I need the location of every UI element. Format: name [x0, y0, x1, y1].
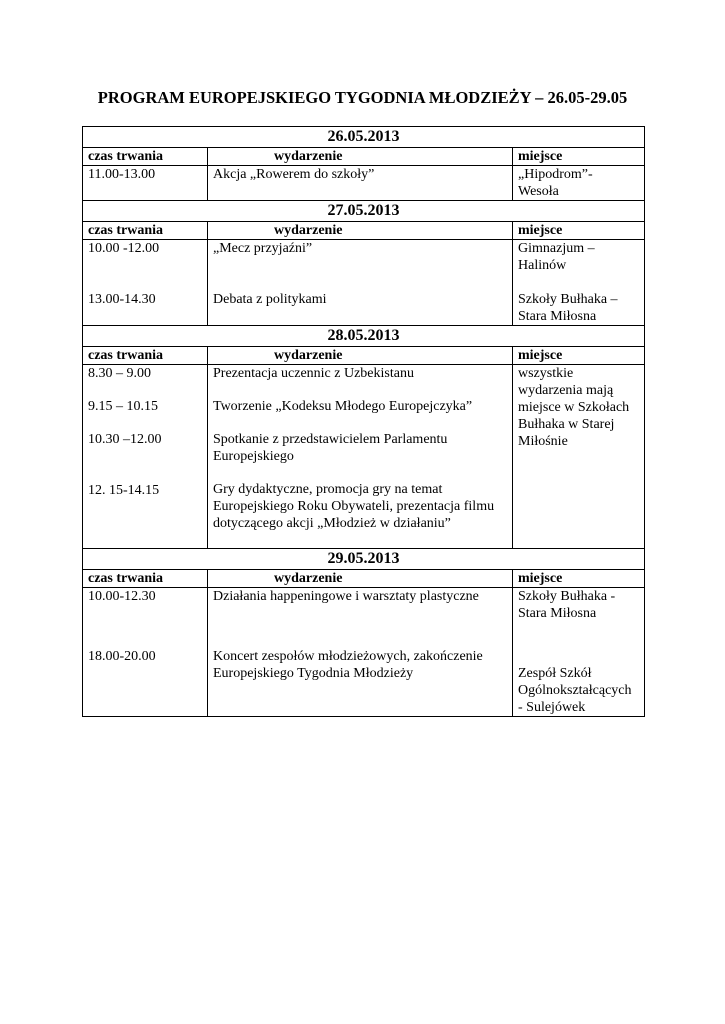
header-event: wydarzenie [208, 148, 513, 166]
place-line: Bułhaka w Starej [518, 417, 615, 432]
place-line: Stara Miłosna [518, 606, 597, 621]
header-event: wydarzenie [208, 570, 513, 588]
header-event: wydarzenie [208, 222, 513, 240]
place-line: Gimnazjum – [518, 241, 595, 256]
entry-event: Prezentacja uczennic z Uzbekistanu [213, 366, 414, 381]
entry-places [513, 240, 645, 326]
entry-event-line: Gry dydaktyczne, promocja gry na temat [213, 482, 443, 497]
column-header-row [83, 148, 645, 166]
place-line: Szkoły Bułhaka - [518, 589, 616, 604]
entry-event-line: Europejskiego Tygodnia Młodzieży [213, 666, 414, 681]
entry-places [513, 365, 645, 549]
entry-times [83, 365, 208, 549]
table-row [83, 240, 645, 326]
header-time: czas trwania [83, 570, 208, 588]
header-time: czas trwania [83, 148, 208, 166]
place-line: Halinów [518, 258, 567, 273]
entry-time: 12. 15-14.15 [88, 483, 160, 498]
column-header-row [83, 222, 645, 240]
column-header-row [83, 347, 645, 365]
day-header-row [83, 127, 645, 148]
day-date: 27.05.2013 [83, 201, 645, 222]
entry-event-line: Europejskiego Roku Obywateli, prezentacja filmu [213, 499, 495, 514]
place-line: - Sulejówek [518, 700, 586, 715]
column-header-row [83, 570, 645, 588]
place-line: wydarzenia mają [518, 383, 614, 398]
table-row [83, 588, 645, 717]
day-header-row [83, 326, 645, 347]
place-line: Szkoły Bułhaka – [518, 292, 618, 307]
day-date: 28.05.2013 [83, 326, 645, 347]
entry-events [208, 365, 513, 549]
place-line: wszystkie [518, 366, 574, 381]
entry-events [208, 588, 513, 717]
entry-time: 10.00-12.30 [88, 589, 156, 604]
entry-event-line: dotyczącego akcji „Młodzież w działaniu” [213, 516, 451, 531]
entry-places [513, 588, 645, 717]
entry-time: 13.00-14.30 [88, 292, 156, 307]
day-date: 26.05.2013 [83, 127, 645, 148]
place-line: Zespół Szkół [518, 666, 592, 681]
header-time: czas trwania [83, 347, 208, 365]
entry-event: Debata z politykami [213, 292, 327, 307]
place-line: miejsce w Szkołach [518, 400, 630, 415]
day-date: 29.05.2013 [83, 549, 645, 570]
entry-event: „Mecz przyjaźni” [213, 241, 313, 256]
entry-event-line: Spotkanie z przedstawicielem Parlamentu [213, 432, 448, 447]
header-event: wydarzenie [208, 347, 513, 365]
header-place: miejsce [513, 222, 645, 240]
entry-event: Tworzenie „Kodeksu Młodego Europejczyka” [213, 399, 473, 414]
entry-event: Działania happeningowe i warsztaty plastyczne [213, 589, 479, 604]
entry-event-line: Koncert zespołów młodzieżowych, zakończenie [213, 649, 483, 664]
entry-place [513, 166, 645, 201]
entry-times [83, 240, 208, 326]
table-row [83, 166, 645, 201]
header-place: miejsce [513, 148, 645, 166]
entry-event: Akcja „Rowerem do szkoły” [208, 166, 513, 201]
entry-time: 9.15 – 10.15 [88, 399, 158, 414]
day-header-row [83, 549, 645, 570]
entry-time: 10.30 –12.00 [88, 432, 162, 447]
entry-time: 18.00-20.00 [88, 649, 156, 664]
place-line: Miłośnie [518, 434, 568, 449]
entry-time: 8.30 – 9.00 [88, 366, 151, 381]
header-place: miejsce [513, 347, 645, 365]
place-line: Stara Miłosna [518, 309, 597, 324]
place-line: Ogólnokształcących [518, 683, 632, 698]
program-table [82, 126, 645, 717]
place-line: „Hipodrom”- [518, 167, 593, 182]
day-header-row [83, 201, 645, 222]
header-time: czas trwania [83, 222, 208, 240]
entry-events [208, 240, 513, 326]
entry-times [83, 588, 208, 717]
page-title: PROGRAM EUROPEJSKIEGO TYGODNIA MŁODZIEŻY – 26.05-29.05 [97, 88, 628, 107]
entry-time: 11.00-13.00 [83, 166, 208, 201]
entry-event-line: Europejskiego [213, 449, 294, 464]
place-line: Wesoła [518, 184, 559, 199]
table-row [83, 365, 645, 549]
header-place: miejsce [513, 570, 645, 588]
entry-time: 10.00 -12.00 [88, 241, 160, 256]
